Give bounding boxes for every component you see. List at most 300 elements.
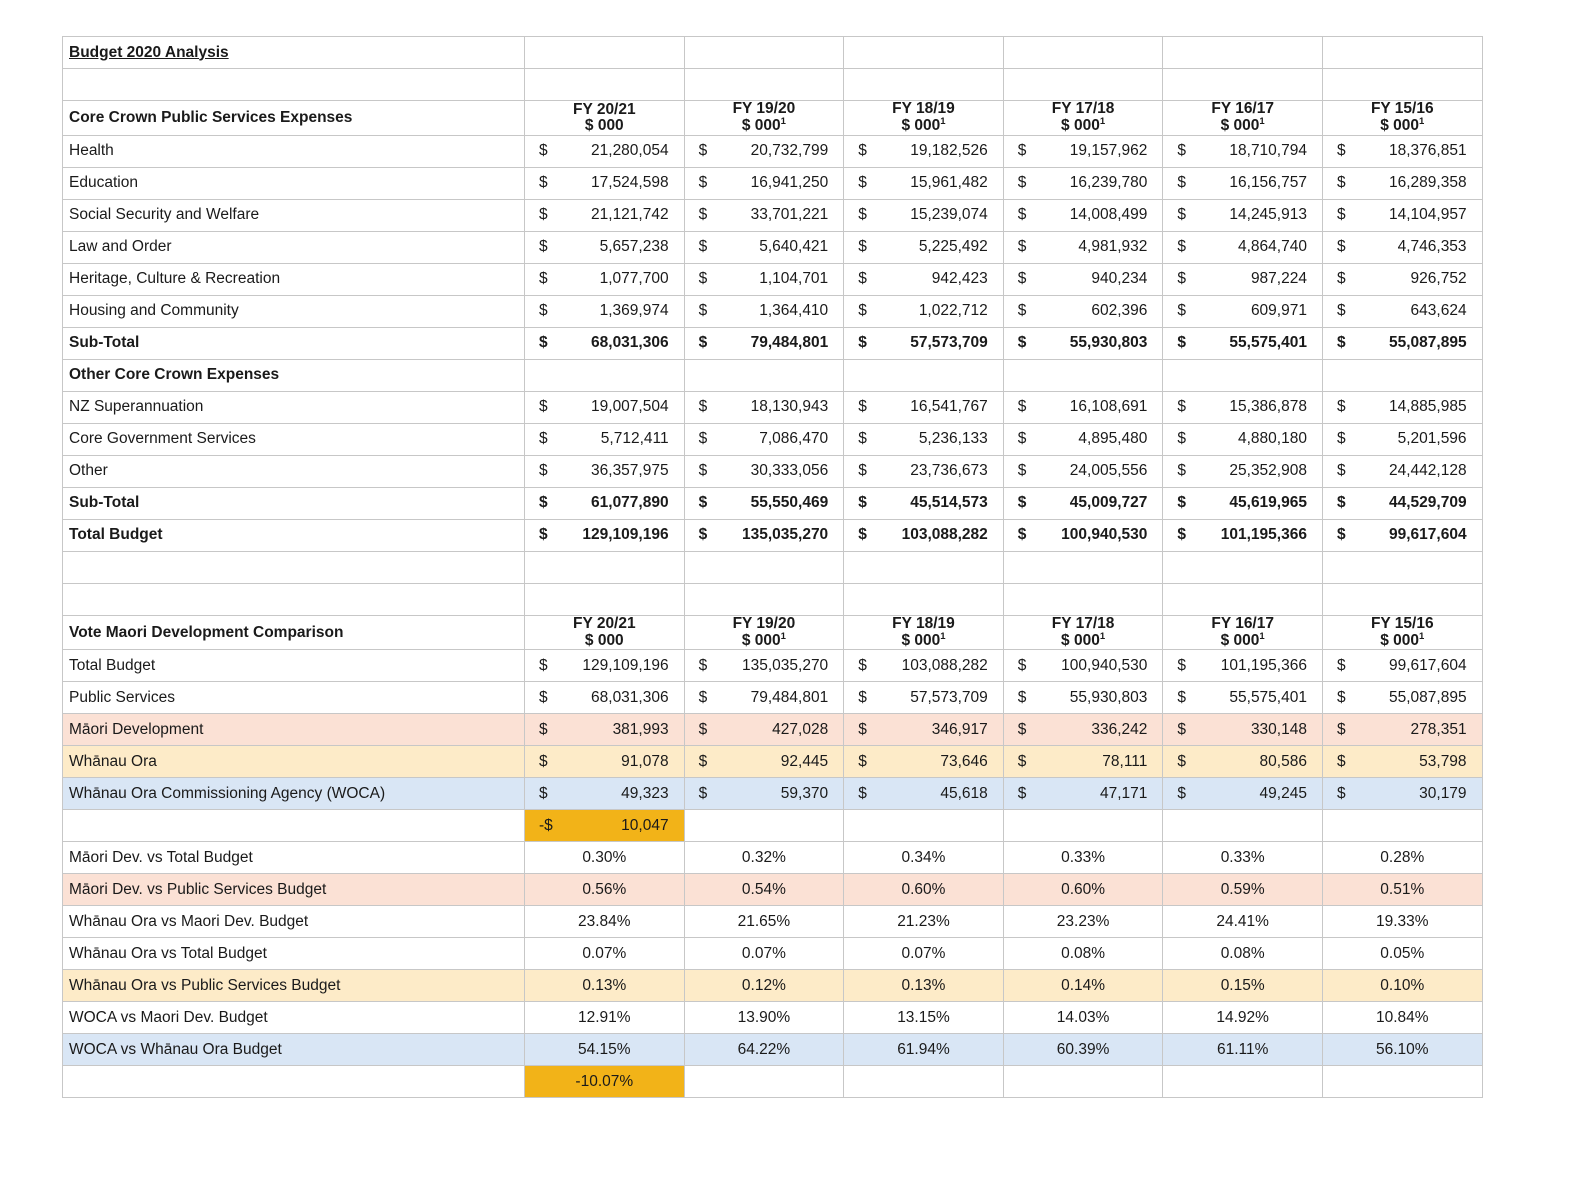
row-label: Whānau Ora vs Public Services Budget [63,970,525,1002]
empty-cell [525,583,685,615]
empty-cell [844,1066,1004,1098]
currency-symbol: $ [1017,174,1027,192]
cell-value: 21,280,054 [591,142,669,160]
cell-value: 14,245,913 [1229,206,1307,224]
data-cell [525,263,685,295]
currency-symbol: $ [698,752,708,770]
data-cell [1163,167,1323,199]
data-cell [1003,135,1163,167]
data-cell [844,423,1004,455]
cell-value: 103,088,282 [901,526,988,544]
currency-symbol: $ [1336,752,1346,770]
data-cell [684,167,844,199]
cell-value: 5,640,421 [759,238,829,256]
cell-value: 10,047 [621,816,669,834]
currency-symbol: $ [858,688,867,706]
percent-cell: 0.10% [1322,970,1482,1002]
percent-cell: 56.10% [1322,1034,1482,1066]
currency-symbol: $ [858,526,867,544]
currency-symbol: $ [698,688,708,706]
empty-cell [844,359,1004,391]
percent-cell: 0.08% [1003,938,1163,970]
column-header-6 [1322,101,1482,136]
currency-symbol: $ [1017,430,1027,448]
cell-value: 4,864,740 [1238,238,1307,256]
currency-symbol: $ [858,270,867,288]
row-label: Heritage, Culture & Recreation [63,263,525,295]
units-label: $ $000^1$ [1220,630,1265,650]
percent-cell: 61.94% [844,1034,1004,1066]
data-cell [1163,391,1323,423]
row-label: Whānau Ora Commissioning Agency (WOCA) [63,778,525,810]
cell-value: 21,121,742 [591,206,669,224]
data-cell [684,714,844,746]
currency-symbol: $ [1177,752,1186,770]
percent-cell: 0.13% [525,970,685,1002]
currency-symbol: $ [1336,238,1346,256]
currency-symbol: $ [858,238,867,256]
data-cell [1003,519,1163,551]
empty-cell [1322,583,1482,615]
cell-value: 45,619,965 [1229,494,1307,512]
currency-symbol: $ [1336,784,1346,802]
fiscal-year-label: FY 17/18 [1051,100,1115,117]
fiscal-year-label: FY 19/20 [732,100,796,117]
empty-cell [684,810,844,842]
negative-currency-symbol: -$ [539,816,553,834]
cell-value: 5,712,411 [600,430,669,448]
data-cell [684,295,844,327]
section-heading: Vote Maori Development Comparison [63,615,525,650]
percent-cell: 23.23% [1003,906,1163,938]
currency-symbol: $ [1336,270,1346,288]
empty-cell [525,37,685,69]
percent-variance-row [63,1066,1483,1098]
table-row [63,938,1483,970]
cell-value: 78,111 [1102,752,1148,770]
percent-cell: 14.92% [1163,1002,1323,1034]
currency-symbol: $ [1177,494,1186,512]
currency-symbol: $ [858,784,867,802]
data-cell [1322,391,1482,423]
cell-value: 19,007,504 [591,398,669,416]
data-cell [1003,487,1163,519]
cell-value: 15,386,878 [1229,398,1307,416]
table-row [63,714,1483,746]
data-cell [1003,263,1163,295]
percent-cell: 0.60% [1003,874,1163,906]
data-cell [1003,295,1163,327]
percent-cell: 23.84% [525,906,685,938]
cell-value: 55,087,895 [1388,334,1467,352]
data-cell [844,455,1004,487]
empty-cell [844,37,1004,69]
fiscal-year-label: FY 20/21 [572,615,636,633]
table-row [63,746,1483,778]
data-cell [844,714,1004,746]
currency-symbol: $ [539,142,548,160]
currency-symbol: $ [539,430,548,448]
cell-value: 17,524,598 [591,174,669,192]
currency-symbol: $ [1177,238,1186,256]
data-cell [684,778,844,810]
data-cell [1322,199,1482,231]
units-label: $ $000^1$ [1220,116,1265,135]
cell-value: 57,573,709 [910,334,988,352]
currency-symbol: $ [698,302,708,320]
data-cell [1322,455,1482,487]
row-label: Whānau Ora vs Total Budget [63,938,525,970]
data-cell [1322,519,1482,551]
cell-value: 16,108,691 [1069,398,1148,416]
currency-symbol: $ [1017,494,1027,512]
cell-value: 68,031,306 [591,688,669,706]
percent-cell: 13.90% [684,1002,844,1034]
data-cell [525,746,685,778]
percent-cell: 24.41% [1163,906,1323,938]
fiscal-year-label: FY 18/19 [892,615,955,632]
cell-value: 20,732,799 [750,142,829,160]
empty-cell [1163,551,1323,583]
currency-symbol: $ [858,398,867,416]
currency-symbol: $ [698,334,708,352]
cell-value: 643,624 [1410,302,1467,320]
page-title: Budget 2020 Analysis [63,37,525,69]
data-cell [844,327,1004,359]
currency-symbol: $ [1177,688,1186,706]
blank-row [63,583,1483,615]
table-row [63,874,1483,906]
cell-value: 73,646 [940,752,988,770]
empty-cell [1003,69,1163,101]
data-cell [684,231,844,263]
table-row [63,135,1483,167]
data-cell [844,263,1004,295]
table-row [63,423,1483,455]
cell-value: 68,031,306 [591,334,669,352]
empty-cell [1003,1066,1163,1098]
empty-cell [684,37,844,69]
cell-value: 609,971 [1250,302,1307,320]
empty-cell [1003,810,1163,842]
column-header-3 [844,101,1004,136]
currency-symbol: $ [1177,462,1186,480]
currency-symbol: $ [1177,720,1186,738]
data-cell [1322,167,1482,199]
data-cell [1322,423,1482,455]
percent-cell: 0.33% [1163,842,1323,874]
percent-cell: 19.33% [1322,906,1482,938]
cell-value: 61,077,890 [591,494,669,512]
blank-row [63,69,1483,101]
empty-cell [1322,1066,1482,1098]
data-cell [1003,746,1163,778]
row-label: NZ Superannuation [63,391,525,423]
cell-value: 36,357,975 [591,462,669,480]
empty-cell [684,359,844,391]
column-header-2 [684,615,844,650]
empty-cell [525,359,685,391]
table-row [63,199,1483,231]
currency-symbol: $ [1177,656,1186,674]
cell-value: 135,035,270 [741,656,829,674]
section1-header-row [63,101,1483,136]
percent-cell: 61.11% [1163,1034,1323,1066]
percent-variance-cell: -10.07% [525,1066,685,1098]
data-cell [525,231,685,263]
currency-symbol: $ [1336,494,1346,512]
cell-value: 25,352,908 [1229,462,1307,480]
data-cell [684,327,844,359]
currency-symbol: $ [539,784,548,802]
currency-symbol: $ [1336,720,1346,738]
currency-symbol: $ [1336,688,1346,706]
title-row [63,37,1483,69]
data-cell [1322,135,1482,167]
row-label: Health [63,135,525,167]
cell-value: 101,195,366 [1220,656,1307,674]
units-label: $ $000^1$ [1380,116,1425,135]
currency-symbol: $ [1177,784,1186,802]
currency-symbol: $ [858,302,867,320]
percent-cell: 0.59% [1163,874,1323,906]
cell-value: 5,657,238 [599,238,669,256]
data-cell [844,231,1004,263]
currency-symbol: $ [1336,174,1346,192]
cell-value: 5,201,596 [1397,430,1467,448]
cell-value: 14,104,957 [1388,206,1467,224]
table-row [63,295,1483,327]
spreadsheet-area [62,36,1482,1098]
currency-symbol: $ [1017,784,1027,802]
cell-value: 79,484,801 [750,334,829,352]
currency-symbol: $ [1177,526,1186,544]
fiscal-year-label: FY 15/16 [1370,615,1434,632]
cell-value: 44,529,709 [1388,494,1467,512]
data-cell [844,778,1004,810]
row-label: Education [63,167,525,199]
cell-value: 57,573,709 [910,688,988,706]
currency-symbol: $ [1017,526,1027,544]
row-label: Māori Dev. vs Total Budget [63,842,525,874]
cell-value: 100,940,530 [1061,656,1148,674]
percent-cell: 0.08% [1163,938,1323,970]
percent-cell: 0.15% [1163,970,1323,1002]
data-cell [525,327,685,359]
cell-value: 47,171 [1099,784,1148,802]
data-cell [525,650,685,682]
currency-symbol: $ [1017,398,1027,416]
table-row [63,455,1483,487]
table-row [63,682,1483,714]
cell-value: 4,981,932 [1078,238,1148,256]
table-row [63,359,1483,391]
data-cell [684,650,844,682]
cell-value: 55,550,469 [750,494,829,512]
percent-cell: 0.30% [525,842,685,874]
percent-cell: 0.28% [1322,842,1482,874]
currency-symbol: $ [1017,462,1027,480]
currency-symbol: $ [858,656,867,674]
currency-symbol: $ [1017,238,1027,256]
cell-value: 59,370 [780,784,829,802]
row-label: Whānau Ora vs Maori Dev. Budget [63,906,525,938]
currency-symbol: $ [1017,142,1027,160]
cell-value: 5,236,133 [918,430,988,448]
row-label: Total Budget [63,519,525,551]
cell-value: 346,917 [931,720,988,738]
cell-value: 4,880,180 [1238,430,1307,448]
column-header-1 [525,615,685,650]
currency-symbol: $ [858,334,867,352]
data-cell [1163,778,1323,810]
data-cell [1003,714,1163,746]
currency-symbol: $ [1336,142,1346,160]
table-row [63,778,1483,810]
percent-cell: 0.60% [844,874,1004,906]
cell-value: 602,396 [1091,302,1148,320]
column-header-2 [684,101,844,136]
currency-symbol: $ [698,720,708,738]
empty-cell [1163,1066,1323,1098]
row-label: Whānau Ora [63,746,525,778]
cell-value: 7,086,470 [759,430,829,448]
data-cell [1003,423,1163,455]
row-label: Public Services [63,682,525,714]
empty-cell [1003,551,1163,583]
empty-cell [63,551,525,583]
currency-symbol: $ [858,206,867,224]
fiscal-year-label: FY 17/18 [1051,615,1115,632]
table-row [63,1002,1483,1034]
cell-value: 135,035,270 [741,526,829,544]
cell-value: 45,618 [940,784,988,802]
cell-value: 33,701,221 [750,206,829,224]
cell-value: 16,289,358 [1388,174,1467,192]
currency-symbol: $ [698,142,708,160]
column-header-5 [1163,615,1323,650]
currency-symbol: $ [539,206,548,224]
cell-value: 15,239,074 [910,206,988,224]
column-header-4 [1003,615,1163,650]
data-cell [1163,455,1323,487]
currency-symbol: $ [858,720,867,738]
data-cell [525,423,685,455]
data-cell [1163,295,1323,327]
percent-cell: 0.14% [1003,970,1163,1002]
table-row [63,263,1483,295]
empty-cell [1163,810,1323,842]
data-cell [1322,231,1482,263]
data-cell [1003,327,1163,359]
currency-symbol: $ [698,494,708,512]
currency-symbol: $ [698,398,708,416]
row-label: Sub-Total [63,487,525,519]
empty-cell [684,551,844,583]
currency-symbol: $ [1017,688,1027,706]
cell-value: 926,752 [1410,270,1467,288]
data-cell [1163,519,1323,551]
cell-value: 278,351 [1410,720,1467,738]
empty-cell [1003,37,1163,69]
cell-value: 53,798 [1419,752,1467,770]
currency-symbol: $ [698,526,708,544]
currency-symbol: $ [539,494,548,512]
budget-analysis-table [62,36,1483,1098]
data-cell [1322,263,1482,295]
percent-cell: 0.56% [525,874,685,906]
data-cell [844,167,1004,199]
percent-cell: 21.23% [844,906,1004,938]
cell-value: 5,225,492 [918,238,988,256]
cell-value: 1,364,410 [759,302,829,320]
data-cell [684,263,844,295]
data-cell [525,295,685,327]
percent-cell: 0.13% [844,970,1004,1002]
data-cell [1322,295,1482,327]
cell-value: 55,087,895 [1388,688,1467,706]
data-cell [1163,423,1323,455]
data-cell [1003,199,1163,231]
cell-value: 55,575,401 [1229,688,1307,706]
cell-value: 16,156,757 [1229,174,1307,192]
data-cell [684,746,844,778]
currency-symbol: $ [698,462,708,480]
units-label: $ $000^1$ [901,630,946,650]
cell-value: 19,157,962 [1069,142,1148,160]
data-cell [1003,682,1163,714]
units-label: $ $000^1$ [901,116,946,135]
fiscal-year-label: FY 19/20 [732,615,796,632]
row-label: Other [63,455,525,487]
data-cell [684,455,844,487]
empty-cell [1003,359,1163,391]
table-row [63,167,1483,199]
currency-symbol: $ [1177,142,1186,160]
cell-value: 45,009,727 [1069,494,1148,512]
table-row [63,327,1483,359]
cell-value: 16,239,780 [1069,174,1148,192]
data-cell [525,778,685,810]
empty-cell [1322,551,1482,583]
cell-value: 1,369,974 [599,302,669,320]
currency-symbol: $ [1336,334,1346,352]
cell-value: 18,710,794 [1229,142,1307,160]
currency-symbol: $ [1017,334,1027,352]
row-label: WOCA vs Whānau Ora Budget [63,1034,525,1066]
percent-cell: 12.91% [525,1002,685,1034]
column-header-3 [844,615,1004,650]
data-cell [1163,327,1323,359]
currency-symbol: $ [1336,430,1346,448]
currency-symbol: $ [539,398,548,416]
currency-symbol: $ [858,462,867,480]
row-label: Māori Dev. vs Public Services Budget [63,874,525,906]
empty-cell [1322,69,1482,101]
empty-cell [63,69,525,101]
row-label: Other Core Crown Expenses [63,359,525,391]
empty-cell [844,69,1004,101]
data-cell [525,714,685,746]
cell-value: 381,993 [612,720,669,738]
currency-symbol: $ [1336,526,1346,544]
units-label: $ $000^1$ [1061,630,1106,650]
cell-value: 99,617,604 [1388,656,1467,674]
currency-symbol: $ [1017,302,1027,320]
cell-value: 14,885,985 [1388,398,1467,416]
data-cell [1322,714,1482,746]
row-label [63,1066,525,1098]
